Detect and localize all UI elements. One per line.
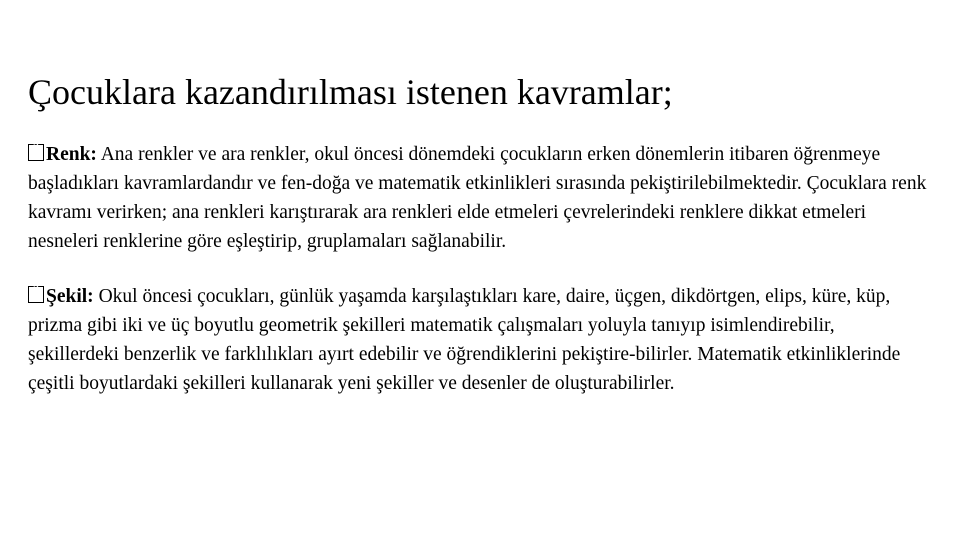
bullet-placeholder-icon [28,286,44,303]
paragraph-renk [28,140,928,256]
paragraph-sekil [28,282,928,398]
text-renk: Ana renkler ve ara renkler, okul öncesi dönemdeki çocukların erken dönemlerin itibaren öğrenmeye başladıkları kavramlardandır ve fen-doğa ve matematik etkinlikleri sırasında pekiştirilebilmektedir. Çocuklara renk kavramı verirken; ana renkleri karıştırarak ara renkleri elde etmeleri çevrelerindeki renklere dikkat etmeleri nesneleri renklerine göre eşleştirip, gruplamaları sağlanabilir. [28,144,927,252]
slide-title: Çocuklara kazandırılması istenen kavramlar; [28,72,673,112]
slide-body [28,140,928,424]
text-sekil: Okul öncesi çocukları, günlük yaşamda karşılaştıkları kare, daire, üçgen, dikdörtgen, elips, küre, küp, prizma gibi iki ve üç boyutlu geometrik şekilleri matematik çalışmaları yoluyla tanıyıp isimlendirebilir, şekillerdeki benzerlik ve farklılıkları ayırt edebilir ve öğrendiklerini pekiştire-bilirler. Matematik etkinliklerinde çeşitli boyutlardaki şekilleri kullanarak yeni şekiller ve desenler de oluşturabilirler. [28,286,901,394]
bullet-placeholder-icon [28,144,44,161]
term-sekil: Şekil: [46,286,94,307]
term-renk: Renk: [46,144,97,165]
